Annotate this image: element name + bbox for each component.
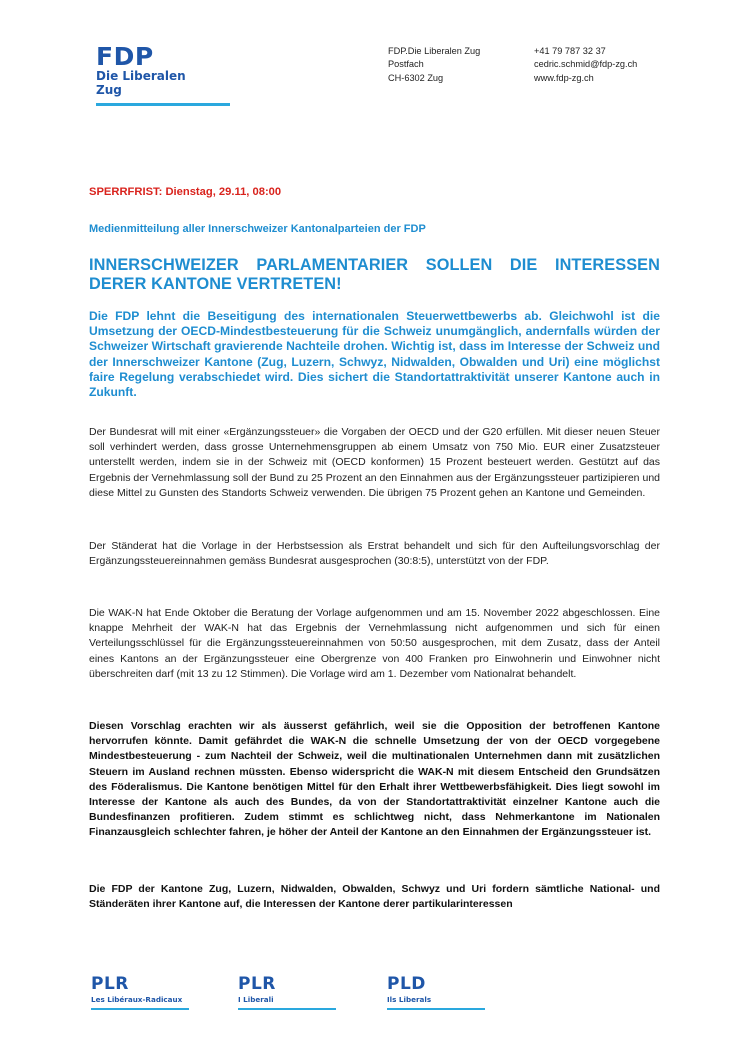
footer-logo-name: Ils Liberals: [387, 995, 432, 1004]
footer-logo-plr-it: [238, 975, 336, 1010]
body-paragraph-3: Die WAK-N hat Ende Oktober die Beratung der Vorlage aufgenommen und am 15. November 2022 abgeschlossen. Eine knappe Mehrheit der WAK-N hat das Ergebnis der Vernehmlassung nicht aufgenommen und sich für einen Verteilungsschlüssel für die Ergänzungssteuereinnahmen von 50:50 ausgesprochen, mit dem Zusatz, dass der Anteil eines Kantons an der Ergänzungssteuer eine Obergrenze von 400 Franken pro Einwohnerin und Einwohner nicht überschreiten darf (mit 13 zu 12 Stimmen). Die Vorlage wird am 1. Dezember vom Nationalrat behandelt.: [89, 607, 660, 680]
footer-logo-underline: [238, 1008, 336, 1010]
contact-city: CH-6302 Zug: [388, 72, 444, 83]
lead-paragraph: Die FDP lehnt die Beseitigung des internationalen Steuerwettbewerbs ab. Gleichwohl ist die Umsetzung der OECD-Mindestbesteuerung für die Schweiz unumgänglich, andernfalls würden der Schweizer Wirtschaft gravierende Nachteile drohen. Wichtig ist, dass im Interesse der Schweiz und der Innerschweizer Kantone (Zug, Luzern, Schwyz, Nidwalden, Obwalden und Uri) eine möglichst faire Regelung verabschiedet wird. Dies sichert die Standortattraktivität unserer Kantone auch in Zukunft.: [89, 309, 660, 400]
logo-abbr: FDP: [96, 42, 154, 71]
body-paragraph-2: Der Ständerat hat die Vorlage in der Herbstsession als Erstrat behandelt und sich für den Aufteilungsvorschlag der Ergänzungssteuereinnahmen gemäss Bundesrat ausgesprochen (30:8:5), unterstützt von der FDP.: [89, 540, 660, 568]
footer-logo-abbr: PLD: [387, 974, 426, 994]
logo-underline: [96, 103, 230, 106]
footer-logo-name: Les Libéraux-Radicaux: [91, 995, 183, 1004]
embargo-notice: SPERRFRIST: Dienstag, 29.11, 08:00: [89, 186, 282, 198]
contact-org: FDP.Die Liberalen Zug: [388, 46, 481, 56]
press-release-subhead: Medienmitteilung aller Innerschweizer Kantonalparteien der FDP: [89, 223, 426, 235]
contact-address: [388, 45, 480, 85]
contact-phone: +41 79 787 32 37: [534, 46, 606, 56]
contact-postbox: Postfach: [388, 59, 424, 70]
logo-line-1: Die Liberalen: [96, 69, 186, 83]
contact-details: [534, 45, 637, 85]
logo-line-2: Zug: [96, 83, 122, 97]
body-paragraph-4: Diesen Vorschlag erachten wir als äusserst gefährlich, weil sie die Opposition der betroffenen Kantone hervorrufen könnte. Damit gefährdet die WAK-N die schnelle Umsetzung der von der OECD vorgegebene Mindestbesteuerung - zum Nachteil der Schweiz, weil die multinationalen Unternehmen dann mit zusätzlichen Steuern im Ausland rechnen müssten. Ebenso widerspricht die WAK-N mit diesem Entscheid den Grundsätzen des Föderalismus. Die Kantone benötigen Mittel für den Erhalt ihrer Wettbewerbsfähigkeit. Dies liegt sowohl im Interesse der Kantone als auch des Bundes, da von der Standortattraktivität einzelner Kantone auch die Bundesfinanzen profitieren. Zudem stimmt es schlichtweg nicht, dass Nehmerkantone im Nationalen Finanzausgleich schlechter fahren, je höher der Anteil der Kantone an den Einnahmen der Ergänzungssteuer ist.: [89, 720, 660, 839]
body-paragraph-1: Der Bundesrat will mit einer «Ergänzungssteuer» die Vorgaben der OECD und der G20 erfüllen. Mit dieser neuen Steuer soll verhindert werden, dass grosse Unternehmensgruppen ab einem Umsatz von 750 Mio. EUR einer Zusatzsteuer unterstellt werden, indem sie in der Schweiz mit (OECD konformen) 15 Prozent besteuert werden. Gestützt auf das Ergebnis der Vernehmlassung soll der Bund zu 25 Prozent an den Einnahmen aus der Ergänzungssteuer partizipieren und diese Mittel zu Gunsten des Standorts Schweiz verwenden. Die übrigen 75 Prozent gehen an Kantone und Gemeinden.: [89, 426, 660, 499]
fdp-zug-logo: [96, 44, 232, 106]
footer-logo-abbr: PLR: [238, 974, 276, 994]
body-paragraph-5: Die FDP der Kantone Zug, Luzern, Nidwalden, Obwalden, Schwyz und Uri fordern sämtliche National- und Ständeräten ihrer Kantone auf, die Interessen der Kantone derer partikularinteressen: [89, 883, 660, 911]
footer-logo-pld-rm: [387, 975, 485, 1010]
contact-email[interactable]: cedric.schmid@fdp-zg.ch: [534, 59, 638, 70]
footer-logo-plr-fr: [91, 975, 189, 1010]
footer-logo-name: I Liberali: [238, 995, 274, 1004]
footer-logo-abbr: PLR: [91, 974, 129, 994]
headline: INNERSCHWEIZER PARLAMENTARIER SOLLEN DIE INTERESSEN DERER KANTONE VERTRETEN!: [89, 256, 660, 293]
footer-logo-underline: [387, 1008, 485, 1010]
contact-website[interactable]: www.fdp-zg.ch: [534, 72, 594, 83]
footer-logo-underline: [91, 1008, 189, 1010]
